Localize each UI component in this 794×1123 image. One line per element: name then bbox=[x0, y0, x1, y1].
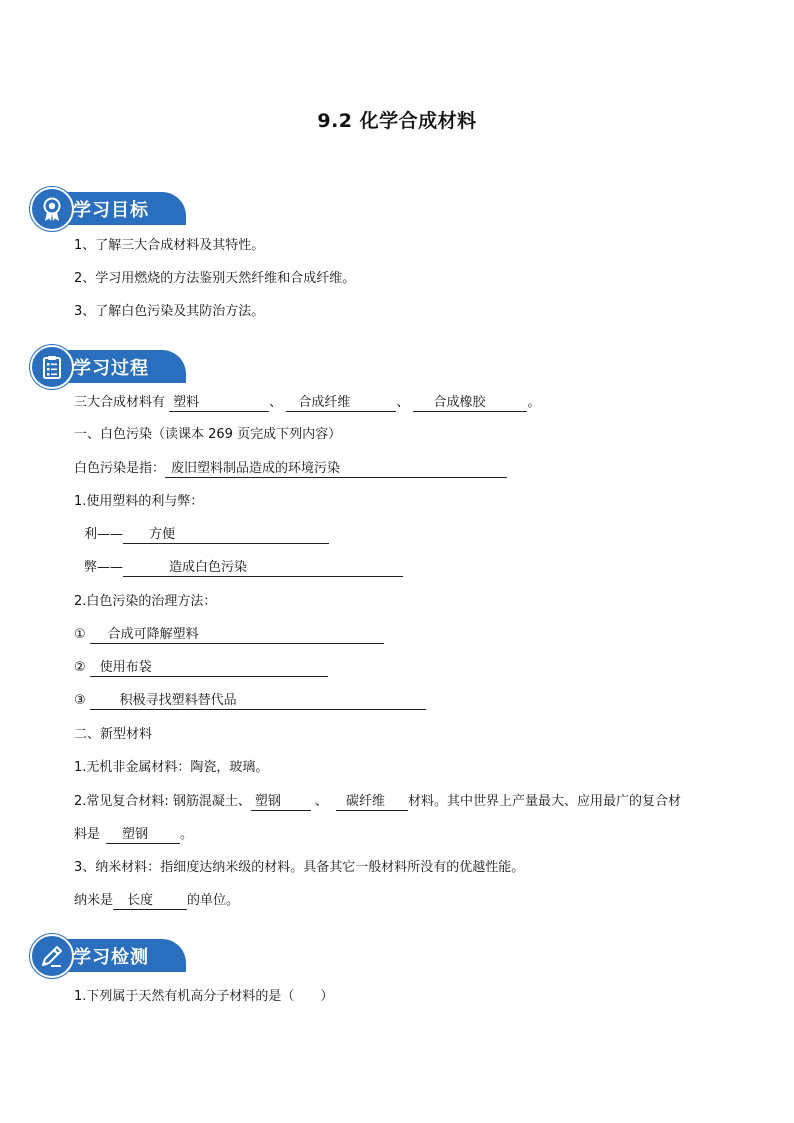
con-line: 弊—— 造成白色污染 bbox=[84, 559, 403, 577]
section-banner-process bbox=[30, 345, 186, 387]
blank-answer: 长度 bbox=[113, 893, 187, 910]
blank-answer: 使用布袋 bbox=[90, 660, 328, 677]
blank-answer: 积极寻找塑料替代品 bbox=[90, 693, 426, 710]
nano-line: 3、纳米材料：指细度达纳米级的材料。具备其它一般材料所没有的优越性能。 bbox=[74, 860, 525, 875]
remedy-heading: 2.白色污染的治理方法： bbox=[74, 594, 217, 609]
pro-line: 利—— 方便 bbox=[84, 526, 329, 544]
blank-answer: 合成纤维 bbox=[286, 395, 396, 412]
blank-answer: 碳纤维 bbox=[336, 794, 408, 811]
blank-answer: 塑料 bbox=[169, 395, 269, 412]
remedy-item: ③ 积极寻找塑料替代品 bbox=[74, 692, 426, 710]
blank-answer: 合成可降解塑料 bbox=[90, 627, 384, 644]
page-title: 9.2 化学合成材料 bbox=[317, 110, 477, 132]
white-pollution-definition: 白色污染是指： 废旧塑料制品造成的环境污染 bbox=[74, 460, 507, 478]
pros-cons-heading: 1.使用塑料的利与弊： bbox=[74, 494, 204, 509]
composite-line-2: 料是 塑钢 。 bbox=[74, 827, 194, 842]
pencil-edit-icon bbox=[30, 934, 74, 978]
composite-line: 2.常见复合材料: 钢筋混凝土、 塑钢 、 碳纤维 材料。其中世界上产量最大、应用最广的复合材 bbox=[74, 794, 681, 809]
clipboard-checklist-icon bbox=[30, 345, 74, 389]
blank-answer: 塑钢 bbox=[251, 794, 311, 811]
white-pollution-heading: 一、白色污染（读课本 269 页完成下列内容） bbox=[74, 427, 342, 442]
blank-answer: 造成白色污染 bbox=[123, 560, 403, 577]
nano-unit-line: 纳米是 长度 的单位。 bbox=[74, 893, 240, 908]
banner-title: 学习检测 bbox=[73, 947, 149, 968]
three-materials-line: 三大合成材料有 塑料 、 合成纤维 、 合成橡胶 。 bbox=[74, 395, 541, 410]
banner-title: 学习过程 bbox=[73, 358, 149, 379]
banner-title: 学习目标 bbox=[73, 200, 149, 221]
blank-answer: 合成橡胶 bbox=[413, 395, 527, 412]
goal-item: 3、了解白色污染及其防治方法。 bbox=[74, 304, 265, 319]
remedy-item: ① 合成可降解塑料 bbox=[74, 626, 384, 644]
remedy-item: ② 使用布袋 bbox=[74, 659, 328, 677]
inorganic-line: 1.无机非金属材料：陶瓷，玻璃。 bbox=[74, 760, 269, 775]
blank-answer: 方便 bbox=[123, 527, 329, 544]
goal-item: 2、学习用燃烧的方法鉴别天然纤维和合成纤维。 bbox=[74, 271, 356, 286]
section-banner-test bbox=[30, 934, 186, 976]
new-materials-heading: 二、新型材料 bbox=[74, 727, 153, 742]
blank-answer: 废旧塑料制品造成的环境污染 bbox=[165, 461, 507, 478]
award-medal-icon bbox=[30, 187, 74, 231]
section-banner-goals bbox=[30, 187, 186, 229]
blank-answer: 塑钢 bbox=[106, 827, 180, 844]
test-question: 1.下列属于天然有机高分子材料的是（ ） bbox=[74, 989, 334, 1004]
goal-item: 1、了解三大合成材料及其特性。 bbox=[74, 238, 265, 253]
